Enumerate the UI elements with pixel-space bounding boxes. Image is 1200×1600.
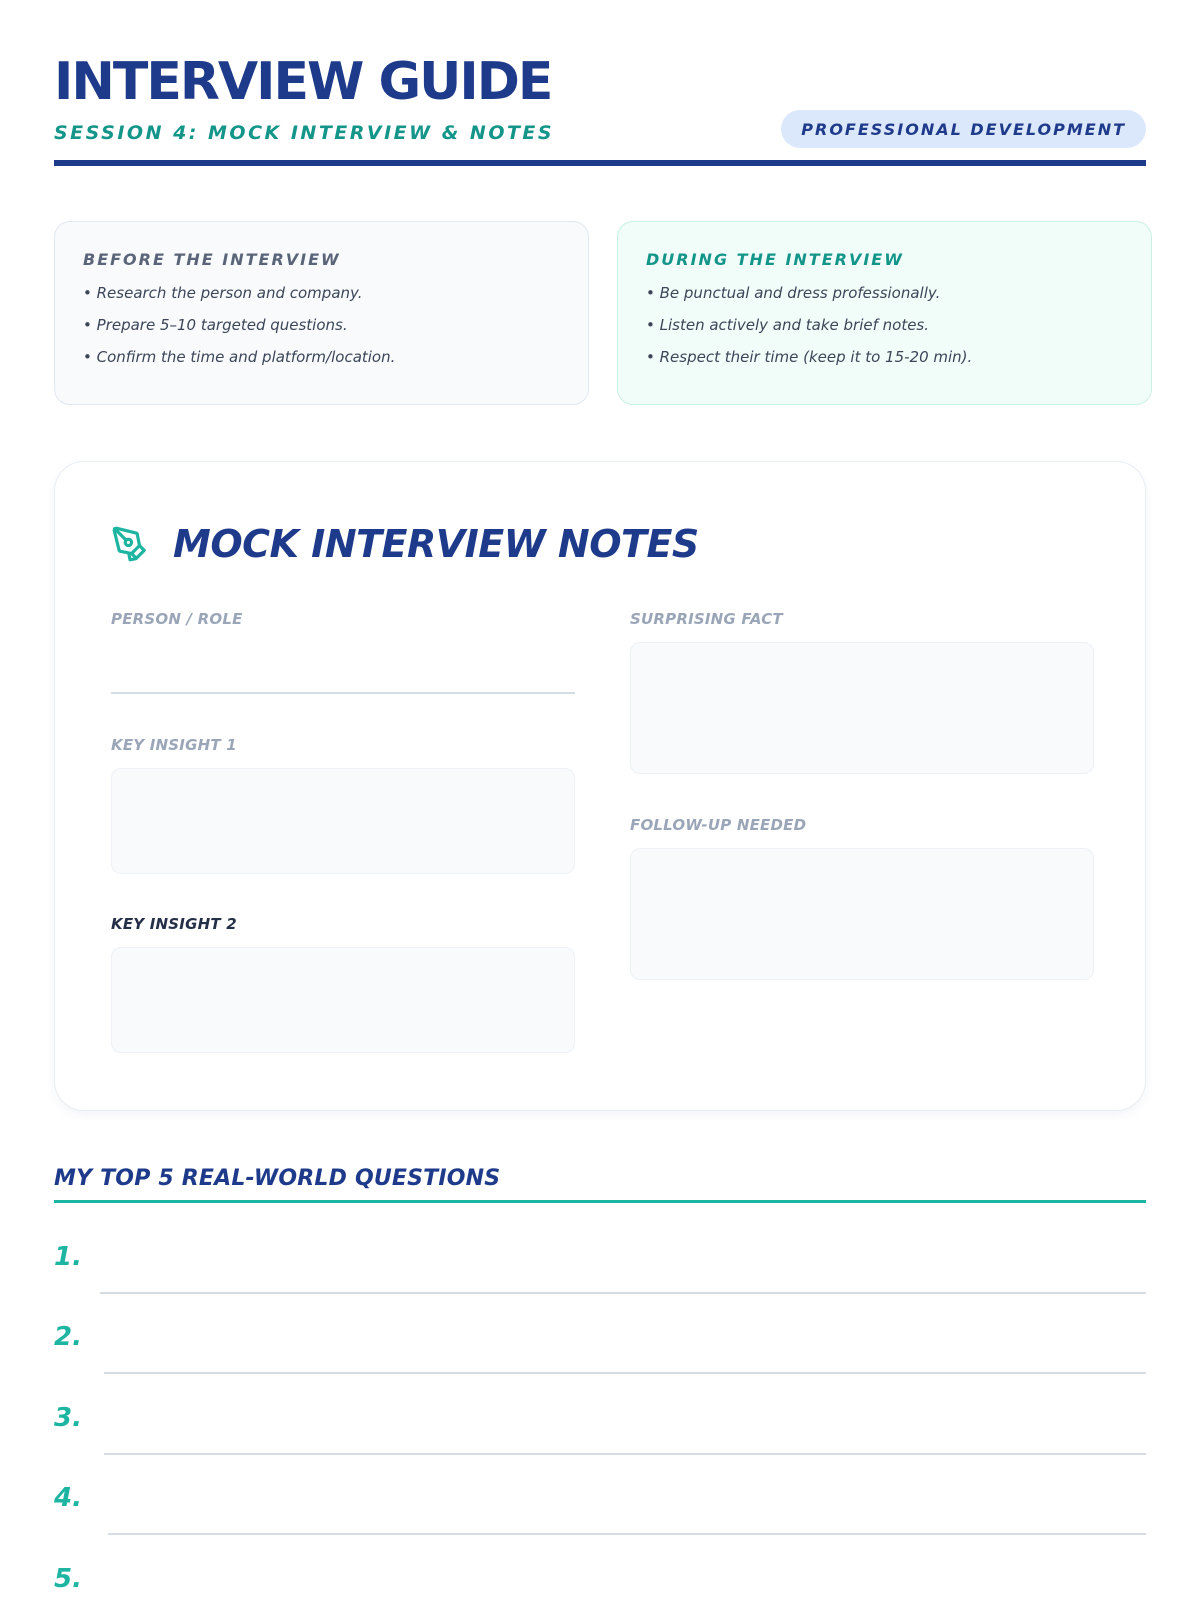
question-row (54, 1564, 1146, 1600)
page-subtitle: SESSION 4: MOCK INTERVIEW & NOTES (54, 122, 555, 144)
person-role-label: PERSON / ROLE (111, 610, 243, 628)
during-interview-card (617, 221, 1152, 405)
question-number: 5. (54, 1564, 82, 1594)
key-insight-2-label: KEY INSIGHT 2 (111, 915, 237, 933)
question-number: 4. (54, 1483, 82, 1513)
before-interview-heading: BEFORE THE INTERVIEW (83, 250, 341, 269)
category-badge: PROFESSIONAL DEVELOPMENT (781, 110, 1146, 148)
page-header (54, 52, 1146, 168)
question-row (54, 1483, 1146, 1533)
header-divider (54, 160, 1146, 166)
before-interview-card (54, 221, 589, 405)
question-answer-line[interactable] (108, 1533, 1146, 1535)
question-answer-line[interactable] (104, 1453, 1146, 1455)
key-insight-1-label: KEY INSIGHT 1 (111, 736, 237, 754)
list-item: • Listen actively and take brief notes. (646, 315, 1123, 335)
question-row (54, 1403, 1146, 1453)
list-item: • Be punctual and dress professionally. (646, 283, 1123, 303)
surprising-fact-label: SURPRISING FACT (630, 610, 783, 628)
question-row (54, 1242, 1146, 1292)
notes-title: MOCK INTERVIEW NOTES (173, 522, 699, 566)
surprising-fact-field[interactable] (630, 642, 1094, 774)
during-interview-list (646, 283, 1123, 367)
before-interview-list (83, 283, 560, 367)
list-item: • Respect their time (keep it to 15-20 min). (646, 347, 1123, 367)
person-role-field[interactable] (111, 692, 575, 694)
question-row (54, 1322, 1146, 1372)
during-interview-heading: DURING THE INTERVIEW (646, 250, 904, 269)
list-item: • Confirm the time and platform/location. (83, 347, 560, 367)
questions-title: MY TOP 5 REAL-WORLD QUESTIONS (54, 1166, 501, 1191)
questions-divider (54, 1200, 1146, 1203)
key-insight-2-field[interactable] (111, 947, 575, 1053)
pen-tool-icon (111, 525, 149, 563)
key-insight-1-field[interactable] (111, 768, 575, 874)
follow-up-label: FOLLOW-UP NEEDED (630, 816, 807, 834)
list-item: • Prepare 5–10 targeted questions. (83, 315, 560, 335)
question-number: 3. (54, 1403, 82, 1433)
follow-up-field[interactable] (630, 848, 1094, 980)
question-number: 1. (54, 1242, 82, 1272)
page-title: INTERVIEW GUIDE (54, 52, 552, 112)
notes-title-row (111, 522, 699, 566)
question-answer-line[interactable] (100, 1292, 1146, 1294)
question-number: 2. (54, 1322, 82, 1352)
list-item: • Research the person and company. (83, 283, 560, 303)
question-answer-line[interactable] (104, 1372, 1146, 1374)
mock-interview-notes-card (54, 461, 1146, 1111)
